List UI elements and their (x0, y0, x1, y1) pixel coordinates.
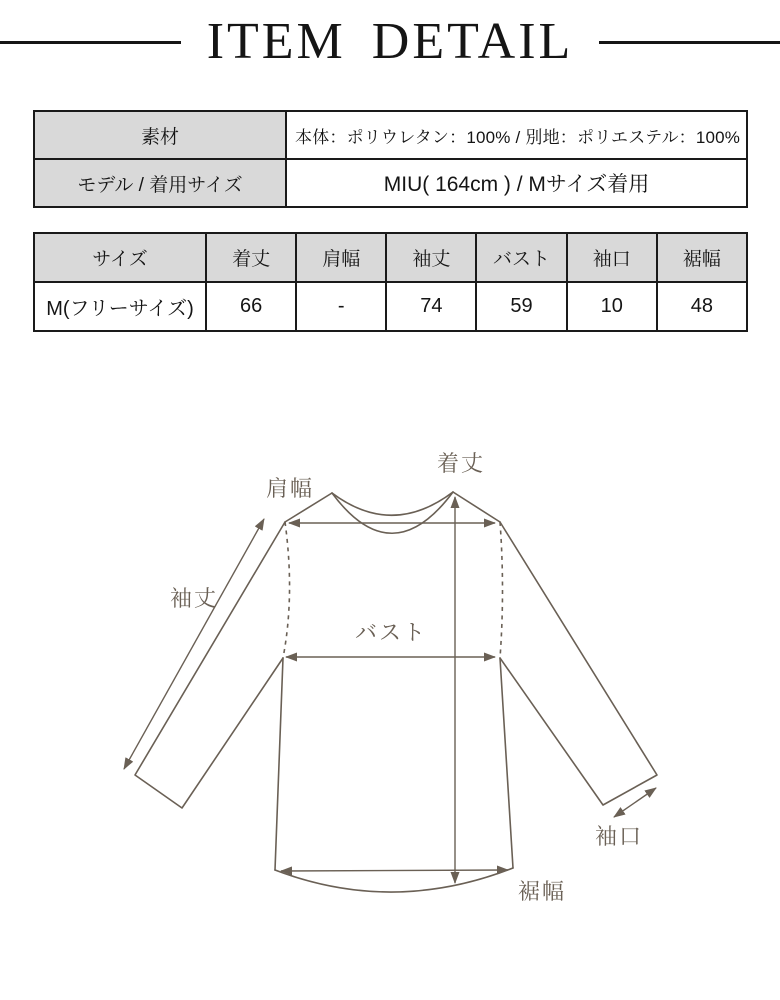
cell-hem: 48 (657, 282, 747, 331)
label-shoulder-width: 肩幅 (265, 476, 315, 501)
col-header-bust: バスト (476, 233, 566, 282)
label-bust-width: バスト (354, 620, 428, 645)
header-rule-right (599, 41, 780, 44)
info-row-material (34, 111, 747, 159)
col-header-hem: 裾幅 (657, 233, 747, 282)
cell-shoulder: - (296, 282, 386, 331)
right-side-seam (500, 658, 513, 868)
col-header-length: 着丈 (206, 233, 296, 282)
left-sleeve (135, 522, 285, 808)
hem-width-arrow (281, 870, 508, 871)
cuff-width-arrow (614, 788, 656, 817)
garment-outline (135, 492, 657, 892)
label-hem-width: 裾幅 (517, 879, 567, 904)
page-title: ITEM DETAIL (206, 13, 574, 70)
label-sleeve-length: 袖丈 (169, 586, 219, 611)
cell-cuff: 10 (567, 282, 657, 331)
right-sleeve (500, 522, 657, 805)
left-armhole-dashed (283, 522, 290, 658)
right-armhole-dashed (500, 522, 503, 658)
cell-sleeve: 74 (386, 282, 476, 331)
hem-curve (275, 868, 513, 892)
cell-bust: 59 (476, 282, 566, 331)
size-table-header-row (34, 233, 747, 282)
measurement-arrows (124, 497, 656, 883)
front-neckline (332, 492, 453, 533)
info-value-material: 本体：ポリウレタン：100% / 別地：ポリエステル：100% (286, 111, 747, 159)
info-table (33, 110, 748, 208)
info-row-model (34, 159, 747, 207)
cell-length: 66 (206, 282, 296, 331)
left-shoulder-seam (285, 493, 332, 522)
header-rule-left (0, 41, 181, 44)
right-shoulder-seam (453, 492, 500, 522)
col-header-size: サイズ (34, 233, 206, 282)
sleeve-length-arrow (124, 519, 264, 769)
measurement-labels (170, 451, 643, 904)
col-header-shoulder: 肩幅 (296, 233, 386, 282)
left-side-seam (275, 658, 283, 870)
size-table (33, 232, 748, 332)
label-cuff-width: 袖口 (594, 824, 644, 849)
section-header (0, 12, 780, 72)
label-body-length: 着丈 (436, 451, 486, 476)
info-label-material: 素材 (34, 111, 286, 159)
cell-size-name: M(フリーサイズ) (34, 282, 206, 331)
size-table-data-row (34, 282, 747, 331)
info-value-model: MIU( 164cm ) / Mサイズ着用 (286, 159, 747, 207)
back-neckline (332, 492, 453, 515)
info-label-model: モデル / 着用サイズ (34, 159, 286, 207)
col-header-cuff: 袖口 (567, 233, 657, 282)
col-header-sleeve: 袖丈 (386, 233, 476, 282)
